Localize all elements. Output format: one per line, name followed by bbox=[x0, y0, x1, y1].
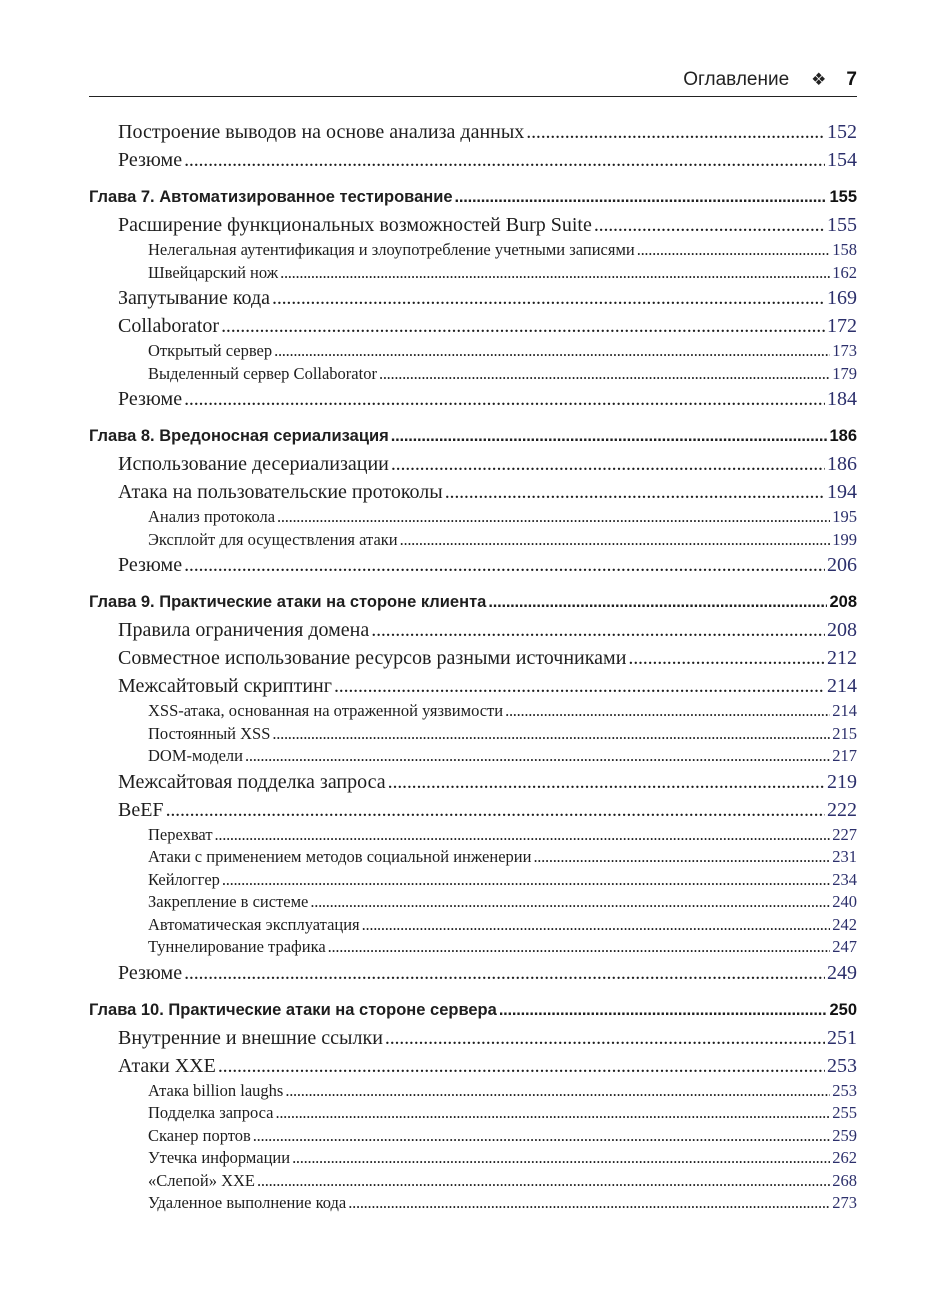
toc-entry-title: Открытый сервер bbox=[148, 341, 273, 360]
dot-leader bbox=[292, 1147, 830, 1170]
toc-entry-page: 268 bbox=[832, 1170, 857, 1190]
dot-leader bbox=[280, 262, 830, 285]
dot-leader bbox=[285, 1080, 830, 1103]
header-page-number: 7 bbox=[846, 69, 857, 90]
toc-chapter bbox=[89, 588, 857, 616]
dot-leader bbox=[533, 846, 830, 869]
dot-leader bbox=[371, 616, 825, 644]
toc-entry-title: Межсайтовый скриптинг bbox=[118, 675, 332, 697]
dot-leader bbox=[272, 723, 830, 746]
toc-entry-page: 242 bbox=[832, 914, 857, 934]
toc-chapter bbox=[89, 422, 857, 450]
dot-leader bbox=[362, 914, 831, 937]
toc-entry-title: Атаки XXE bbox=[118, 1054, 216, 1077]
dot-leader bbox=[499, 996, 828, 1024]
toc-entry-page: 222 bbox=[827, 798, 857, 821]
toc-entry-page: 231 bbox=[832, 847, 857, 866]
toc-entry-title: Нелегальная аутентификация и злоупотребление учетными записями bbox=[148, 240, 635, 259]
dot-leader bbox=[277, 506, 830, 529]
dot-leader bbox=[388, 768, 825, 796]
toc-entry-page: 250 bbox=[829, 1000, 857, 1019]
toc-chapter bbox=[89, 183, 857, 211]
toc-entry-page: 208 bbox=[829, 593, 857, 611]
toc-subsection bbox=[89, 869, 857, 892]
toc-section bbox=[89, 796, 857, 824]
toc-entry-title: DOM-модели bbox=[148, 746, 243, 765]
toc-subsection bbox=[89, 723, 857, 746]
toc-entry-title: Перехват bbox=[148, 824, 213, 844]
toc-chapter bbox=[89, 996, 857, 1024]
toc-subsection bbox=[89, 846, 857, 869]
dot-leader bbox=[400, 529, 831, 552]
toc-section bbox=[89, 1024, 857, 1052]
toc-entry-title: BeEF bbox=[118, 798, 164, 821]
toc-subsection bbox=[89, 239, 857, 262]
toc-entry-page: 195 bbox=[832, 507, 857, 526]
dot-leader bbox=[628, 644, 825, 672]
toc-entry-title: Резюме bbox=[118, 388, 183, 410]
toc-subsection bbox=[89, 1170, 857, 1193]
dot-leader bbox=[274, 340, 830, 363]
dot-leader bbox=[221, 312, 825, 340]
toc-section bbox=[89, 146, 857, 174]
toc-entry-title: Кейлоггер bbox=[148, 869, 220, 889]
toc-subsection bbox=[89, 506, 857, 529]
toc-subsection bbox=[89, 936, 857, 959]
toc-subsection bbox=[89, 745, 857, 768]
toc-entry-title: Межсайтовая подделка запроса bbox=[118, 770, 386, 793]
dot-leader bbox=[184, 551, 825, 579]
toc-subsection bbox=[89, 363, 857, 386]
toc-subsection bbox=[89, 1125, 857, 1148]
toc-entry-page: 251 bbox=[827, 1026, 857, 1049]
dot-leader bbox=[391, 450, 825, 478]
toc-entry-title: Построение выводов на основе анализа данных bbox=[118, 121, 525, 143]
toc-entry-page: 253 bbox=[827, 1054, 857, 1077]
toc-entry-title: Атака billion laughs bbox=[148, 1080, 284, 1100]
dot-leader bbox=[348, 1192, 830, 1215]
toc-entry-title: XSS-атака, основанная на отраженной уязвимости bbox=[148, 701, 504, 720]
toc-entry-page: 155 bbox=[827, 214, 857, 236]
ornament-icon: ❖ bbox=[811, 70, 827, 89]
toc-section bbox=[89, 450, 857, 478]
toc-section bbox=[89, 118, 857, 146]
toc-section bbox=[89, 211, 857, 239]
toc-entry-title: Выделенный сервер Collaborator bbox=[148, 363, 377, 383]
dot-leader bbox=[166, 796, 825, 824]
dot-leader bbox=[218, 1052, 825, 1080]
toc-entry-title: «Слепой» XXE bbox=[148, 1170, 256, 1190]
toc-entry-title: Закрепление в системе bbox=[148, 892, 309, 911]
toc-section bbox=[89, 959, 857, 987]
toc-section bbox=[89, 478, 857, 506]
toc-entry-title: Глава 9. Практические атаки на стороне клиента bbox=[89, 593, 487, 611]
running-header bbox=[89, 64, 857, 97]
toc-section bbox=[89, 551, 857, 579]
toc-subsection bbox=[89, 891, 857, 914]
toc-entry-page: 158 bbox=[832, 240, 857, 259]
toc-subsection bbox=[89, 262, 857, 285]
dot-leader bbox=[310, 891, 830, 914]
toc-entry-title: Атака на пользовательские протоколы bbox=[118, 481, 443, 503]
toc-entry-page: 249 bbox=[827, 961, 857, 984]
toc-subsection bbox=[89, 529, 857, 552]
toc-entry-title: Удаленное выполнение кода bbox=[148, 1193, 347, 1212]
toc-subsection bbox=[89, 914, 857, 937]
dot-leader bbox=[391, 422, 828, 450]
toc-entry-title: Резюме bbox=[118, 149, 183, 171]
toc-entry-page: 219 bbox=[827, 770, 857, 793]
dot-leader bbox=[215, 824, 831, 847]
toc-entry-title: Глава 8. Вредоносная сериализация bbox=[89, 427, 389, 445]
toc-entry-title: Глава 7. Автоматизированное тестирование bbox=[89, 188, 453, 206]
table-of-contents bbox=[89, 118, 857, 1215]
toc-section bbox=[89, 768, 857, 796]
dot-leader bbox=[334, 672, 825, 700]
toc-entry-title: Автоматическая эксплуатация bbox=[148, 914, 360, 934]
toc-entry-page: 215 bbox=[832, 723, 857, 743]
toc-entry-title: Расширение функциональных возможностей Burp Suite bbox=[118, 214, 592, 236]
toc-entry-title: Резюме bbox=[118, 554, 183, 576]
dot-leader bbox=[272, 284, 825, 312]
toc-section bbox=[89, 385, 857, 413]
toc-entry-title: Резюме bbox=[118, 961, 183, 984]
toc-entry-page: 227 bbox=[832, 824, 857, 844]
header-title: Оглавление bbox=[683, 69, 790, 90]
dot-leader bbox=[253, 1125, 830, 1148]
toc-entry-page: 259 bbox=[832, 1125, 857, 1145]
toc-entry-title: Анализ протокола bbox=[148, 507, 276, 526]
dot-leader bbox=[379, 363, 830, 386]
toc-subsection bbox=[89, 340, 857, 363]
toc-entry-title: Сканер портов bbox=[148, 1125, 251, 1145]
toc-section bbox=[89, 644, 857, 672]
toc-entry-title: Утечка информации bbox=[148, 1148, 291, 1167]
toc-subsection bbox=[89, 824, 857, 847]
toc-entry-page: 172 bbox=[827, 315, 857, 337]
toc-entry-page: 169 bbox=[827, 287, 857, 309]
dot-leader bbox=[637, 239, 831, 262]
toc-entry-page: 240 bbox=[832, 892, 857, 911]
toc-entry-title: Постоянный XSS bbox=[148, 723, 271, 743]
toc-entry-page: 217 bbox=[832, 746, 857, 765]
toc-entry-title: Атаки с применением методов социальной инженерии bbox=[148, 847, 532, 866]
toc-entry-page: 186 bbox=[829, 427, 857, 445]
dot-leader bbox=[505, 700, 830, 723]
dot-leader bbox=[222, 869, 830, 892]
toc-entry-title: Правила ограничения домена bbox=[118, 619, 370, 641]
toc-entry-page: 152 bbox=[827, 121, 857, 143]
dot-leader bbox=[328, 936, 831, 959]
toc-section bbox=[89, 616, 857, 644]
dot-leader bbox=[385, 1024, 825, 1052]
toc-section bbox=[89, 672, 857, 700]
dot-leader bbox=[257, 1170, 830, 1193]
toc-entry-page: 208 bbox=[827, 619, 857, 641]
toc-subsection bbox=[89, 1192, 857, 1215]
dot-leader bbox=[594, 211, 825, 239]
toc-entry-title: Запутывание кода bbox=[118, 287, 271, 309]
toc-entry-page: 184 bbox=[827, 388, 857, 410]
toc-entry-page: 186 bbox=[827, 453, 857, 475]
toc-entry-page: 262 bbox=[832, 1148, 857, 1167]
toc-entry-page: 212 bbox=[827, 647, 857, 669]
toc-subsection bbox=[89, 700, 857, 723]
toc-entry-title: Внутренние и внешние ссылки bbox=[118, 1026, 383, 1049]
dot-leader bbox=[184, 959, 825, 987]
toc-entry-page: 214 bbox=[827, 675, 857, 697]
toc-entry-page: 154 bbox=[827, 149, 857, 171]
toc-subsection bbox=[89, 1102, 857, 1125]
toc-entry-title: Швейцарский нож bbox=[148, 262, 279, 282]
toc-entry-title: Туннелирование трафика bbox=[148, 937, 326, 956]
toc-entry-page: 234 bbox=[832, 869, 857, 889]
dot-leader bbox=[445, 478, 825, 506]
dot-leader bbox=[184, 385, 825, 413]
dot-leader bbox=[455, 183, 828, 211]
toc-entry-page: 273 bbox=[832, 1193, 857, 1212]
toc-entry-title: Эксплойт для осуществления атаки bbox=[148, 529, 398, 549]
toc-section bbox=[89, 312, 857, 340]
toc-section bbox=[89, 284, 857, 312]
toc-entry-page: 253 bbox=[832, 1080, 857, 1100]
toc-entry-title: Подделка запроса bbox=[148, 1103, 274, 1122]
toc-entry-page: 206 bbox=[827, 554, 857, 576]
toc-entry-page: 255 bbox=[832, 1103, 857, 1122]
toc-subsection bbox=[89, 1080, 857, 1103]
toc-entry-title: Совместное использование ресурсов разными источниками bbox=[118, 647, 627, 669]
toc-entry-page: 173 bbox=[832, 341, 857, 360]
dot-leader bbox=[488, 588, 827, 616]
toc-entry-page: 214 bbox=[832, 701, 857, 720]
toc-entry-page: 194 bbox=[827, 481, 857, 503]
toc-entry-title: Collaborator bbox=[118, 315, 220, 337]
dot-leader bbox=[526, 118, 825, 146]
toc-section bbox=[89, 1052, 857, 1080]
toc-entry-title: Использование десериализации bbox=[118, 453, 389, 475]
toc-entry-page: 199 bbox=[832, 529, 857, 549]
toc-entry-page: 247 bbox=[832, 937, 857, 956]
dot-leader bbox=[275, 1102, 830, 1125]
toc-entry-page: 162 bbox=[832, 262, 857, 282]
toc-entry-page: 179 bbox=[832, 363, 857, 383]
toc-subsection bbox=[89, 1147, 857, 1170]
toc-entry-title: Глава 10. Практические атаки на стороне сервера bbox=[89, 1000, 497, 1019]
toc-entry-page: 155 bbox=[829, 188, 857, 206]
dot-leader bbox=[245, 745, 830, 768]
dot-leader bbox=[184, 146, 825, 174]
